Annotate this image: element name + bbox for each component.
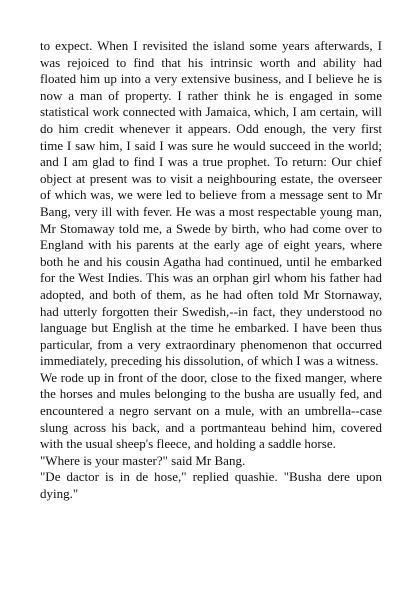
dialogue-line: "De dactor is in de hose," replied quashie. "Busha dere upon dying." <box>40 469 382 502</box>
dialogue-line: "Where is your master?" said Mr Bang. <box>40 452 246 468</box>
page-text-block <box>40 38 382 503</box>
paragraph-continuation: to expect. When I revisited the island some years afterwards, I was rejoiced to find that his intrinsic worth and ability had floated him up into a very extensive business, and I believe he is now a man of property. I rather think he is engaged in some statistical work connected with Jamaica, which, I am certain, will do him credit whenever it appears. Odd enough, the very first time I saw him, I said I was sure he would succeed in the world; and I am glad to find I was a true prophet. To return: Our chief object at present was to visit a neighbouring estate, the overseer of which was, we were led to believe from a message sent to Mr Bang, very ill with fever. He was a most respectable young man, Mr Stomaway told me, a Swede by birth, who had come over to England with his parents at the early age of eight years, where both he and his cousin Agatha had continued, until he embarked for the West Indies. This was an orphan girl whom his father had adopted, and both of them, as he had often told Mr Stornaway, had utterly forgotten their Swedish,--in fact, they understood no language but English at the time he embarked. I have been thus particular, from a very extraordinary phenomenon that occurred immediately, preceding his dissolution, of which I was a witness. <box>40 38 382 369</box>
paragraph-arrival: We rode up in front of the door, close to the fixed manger, where the horses and mules belonging to the busha are usually fed, and encountered a negro servant on a mule, with an umbrella--case slung across his back, and a portmanteau behind him, covered with the usual sheep's fleece, and holding a saddle horse. <box>40 369 382 452</box>
